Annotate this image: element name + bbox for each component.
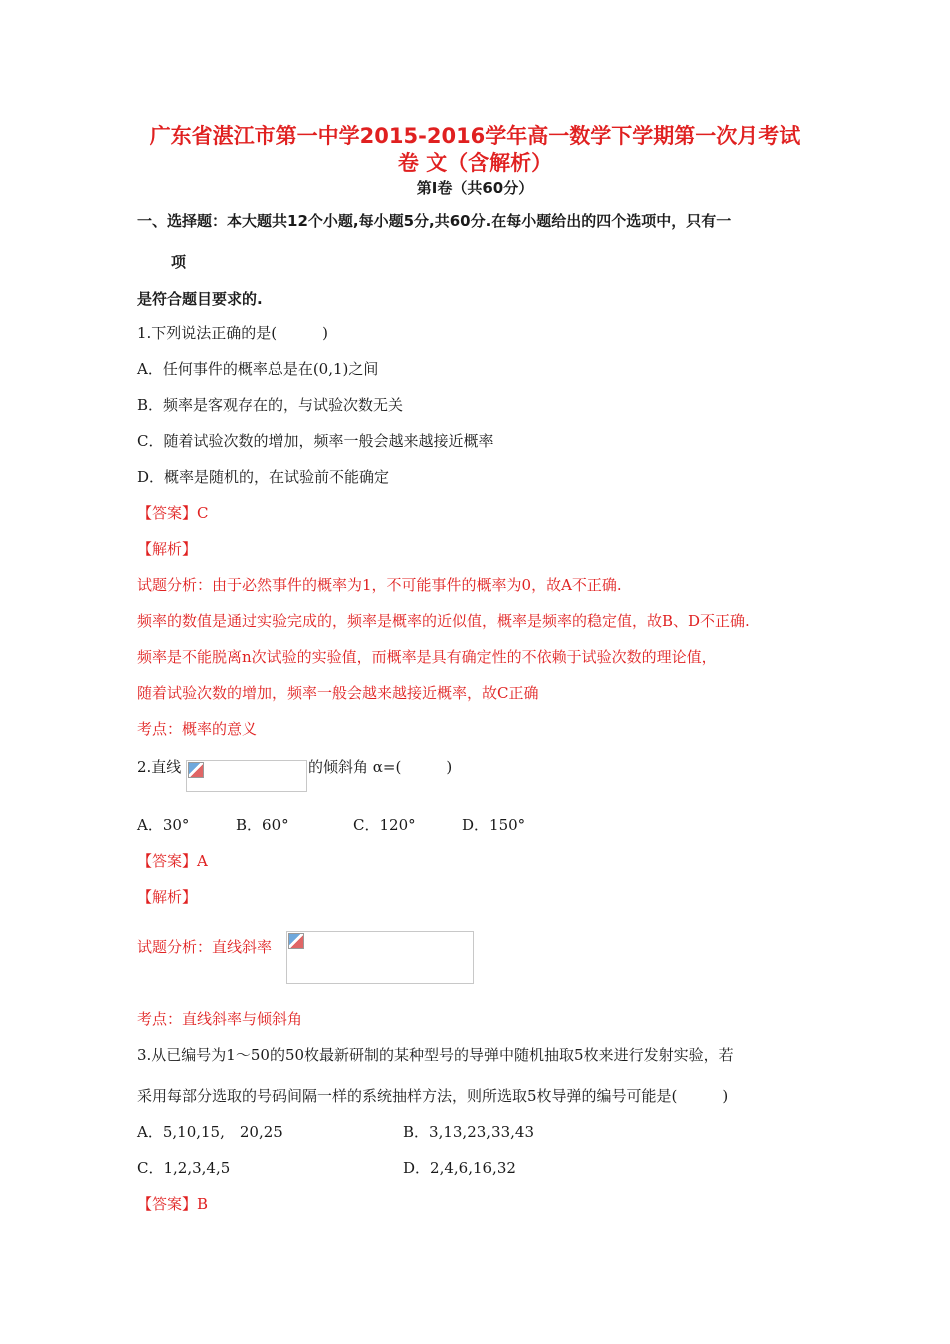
q1-stem: 1.下列说法正确的是( ): [137, 324, 329, 342]
q2-option-a: A．30°: [137, 816, 190, 834]
q1-point: 考点：概率的意义: [137, 720, 258, 738]
q1-answer: 【答案】C: [137, 504, 209, 522]
q1-analysis-line-3: 频率是不能脱离n次试验的实验值，而概率是具有确定性的不依赖于试验次数的理论值，: [137, 648, 717, 666]
instructions-line-2: 项: [171, 253, 187, 271]
q2-point: 考点：直线斜率与倾斜角: [137, 1010, 303, 1028]
q3-option-d: D．2,4,6,16,32: [403, 1159, 516, 1177]
broken-image-icon: [188, 762, 204, 778]
section-heading: 第Ⅰ卷（共60分）: [416, 179, 534, 197]
q2-equation-image: [186, 760, 307, 792]
q1-analysis-line-1: 试题分析：由于必然事件的概率为1，不可能事件的概率为0，故A不正确.: [137, 576, 622, 594]
q2-answer: 【答案】A: [137, 852, 208, 870]
q2-stem-prefix: 2.直线: [137, 758, 182, 776]
document-title-line-1: 广东省湛江市第一中学2015-2016学年高一数学下学期第一次月考试: [149, 124, 801, 148]
q2-option-c: C．120°: [353, 816, 416, 834]
q2-slope-image: [286, 931, 474, 984]
q1-analysis-label: 【解析】: [137, 540, 198, 558]
instructions-line-1: 一、选择题：本大题共12个小题,每小题5分,共60分.在每小题给出的四个选项中，只有一: [137, 212, 732, 230]
q3-option-c: C．1,2,3,4,5: [137, 1159, 231, 1177]
q1-analysis-line-4: 随着试验次数的增加，频率一般会越来越接近概率，故C正确: [137, 684, 539, 702]
q3-answer: 【答案】B: [137, 1195, 209, 1213]
q2-analysis-line-1: 试题分析：直线斜率: [137, 938, 273, 956]
q2-option-d: D．150°: [462, 816, 526, 834]
q3-option-a: A．5,10,15, 20,25: [137, 1123, 283, 1141]
q3-stem-line-2: 采用每部分选取的号码间隔一样的系统抽样方法，则所选取5枚导弹的编号可能是( ): [137, 1087, 729, 1105]
q2-option-b: B．60°: [236, 816, 289, 834]
q1-option-d: D．概率是随机的，在试验前不能确定: [137, 468, 390, 486]
q2-analysis-label: 【解析】: [137, 888, 198, 906]
q3-option-b: B．3,13,23,33,43: [403, 1123, 534, 1141]
q1-option-c: C．随着试验次数的增加，频率一般会越来越接近概率: [137, 432, 494, 450]
q1-option-b: B．频率是客观存在的，与试验次数无关: [137, 396, 404, 414]
q2-stem-suffix: 的倾斜角 α=( ): [308, 758, 453, 776]
q1-analysis-line-2: 频率的数值是通过实验完成的，频率是概率的近似值，概率是频率的稳定值，故B、D不正确.: [137, 612, 750, 630]
q1-option-a: A．任何事件的概率总是在(0,1)之间: [137, 360, 379, 378]
broken-image-icon: [288, 933, 304, 949]
document-title-line-2: 卷 文（含解析）: [397, 151, 553, 175]
instructions-line-3: 是符合题目要求的.: [137, 290, 263, 308]
q3-stem-line-1: 3.从已编号为1～50的50枚最新研制的某种型号的导弹中随机抽取5枚来进行发射实验，若: [137, 1046, 734, 1064]
